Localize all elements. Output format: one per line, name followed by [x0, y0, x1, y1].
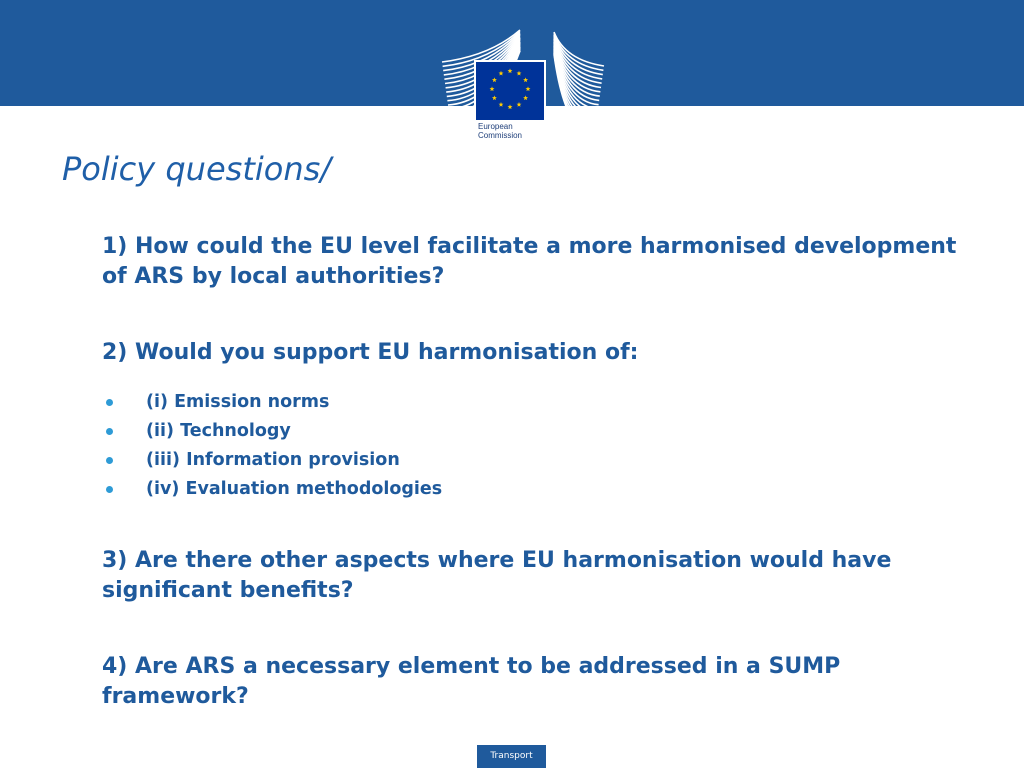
question-2: 2) Would you support EU harmonisation of: — [102, 340, 639, 365]
slide-title: Policy questions/ — [62, 150, 332, 188]
bullet-icon — [106, 486, 113, 493]
question-4: 4) Are ARS a necessary element to be addressed in a SUMP framework? — [102, 654, 841, 709]
question-3: 3) Are there other aspects where EU harmonisation would have significant benefits? — [102, 548, 892, 603]
list-item — [90, 475, 982, 504]
question-1: 1) How could the EU level facilitate a more harmonised development of ARS by local authorities? — [102, 234, 957, 289]
list-item-label: (i) Emission norms — [146, 392, 330, 412]
section-tag: Transport — [477, 745, 546, 768]
bullet-icon — [106, 399, 113, 406]
svg-text:European: European — [478, 122, 513, 131]
slide-content — [102, 232, 982, 712]
list-item-label: (ii) Technology — [146, 421, 291, 441]
harmonisation-options-list — [90, 388, 982, 504]
commission-building-icon — [440, 28, 606, 144]
european-commission-logo — [440, 28, 606, 144]
bullet-icon — [106, 428, 113, 435]
svg-text:Commission: Commission — [478, 131, 523, 140]
list-item — [90, 417, 982, 446]
list-item-label: (iv) Evaluation methodologies — [146, 479, 443, 499]
bullet-icon — [106, 457, 113, 464]
list-item — [90, 446, 982, 475]
list-item — [90, 388, 982, 417]
list-item-label: (iii) Information provision — [146, 450, 400, 470]
